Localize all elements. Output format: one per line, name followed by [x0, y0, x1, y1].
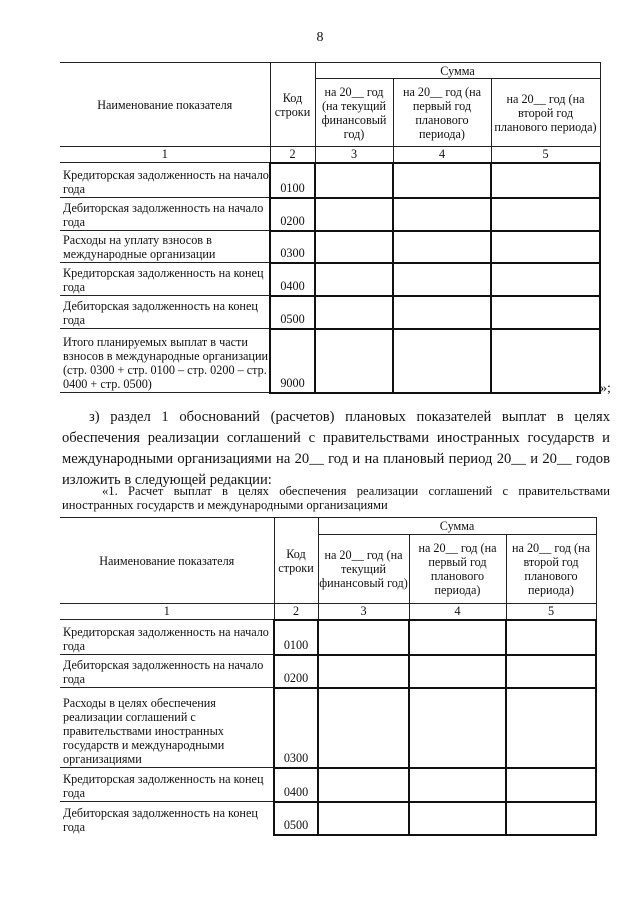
value-cell: [491, 231, 600, 263]
row-name: Кредиторская задолженность на конец года: [60, 768, 274, 802]
column-numbers-row: [60, 604, 596, 620]
row-code: 0200: [270, 198, 315, 231]
value-cell: [315, 329, 393, 393]
column-number: 3: [318, 604, 409, 620]
value-cell: [506, 655, 596, 688]
header-code: Код строки: [274, 518, 318, 604]
table-row: [60, 768, 596, 802]
row-name: Расходы на уплату взносов в международные организации: [60, 231, 270, 263]
table-row: [60, 620, 596, 655]
value-cell: [318, 768, 409, 802]
column-number: 2: [270, 147, 315, 163]
value-cell: [491, 296, 600, 329]
value-cell: [315, 296, 393, 329]
header-sum: Сумма: [315, 63, 600, 79]
row-code: 0300: [274, 688, 318, 768]
row-name: Дебиторская задолженность на конец года: [60, 296, 270, 329]
value-cell: [491, 163, 600, 198]
header-col4: на 20__ год (на первый год планового периода): [393, 79, 491, 147]
row-code: 0400: [270, 263, 315, 296]
value-cell: [315, 198, 393, 231]
column-numbers-row: [60, 147, 600, 163]
value-cell: [318, 802, 409, 835]
value-cell: [506, 768, 596, 802]
column-number: 4: [393, 147, 491, 163]
value-cell: [315, 263, 393, 296]
row-code: 0100: [270, 163, 315, 198]
value-cell: [315, 163, 393, 198]
column-number: 1: [60, 147, 270, 163]
column-number: 5: [506, 604, 596, 620]
amendment-paragraph: з) раздел 1 обоснований (расчетов) плановых показателей выплат в целях обеспечения реализации соглашений с правительствами иностранных государств и международными организациями на 20__ год и на плановый период 20__ и 20__ годов изложить в следующей редакции:: [62, 409, 610, 488]
table-row: [60, 163, 600, 198]
value-cell: [409, 620, 506, 655]
column-number: 5: [491, 147, 600, 163]
table-row: [60, 802, 596, 835]
column-number: 1: [60, 604, 274, 620]
payments-table-2: [60, 517, 597, 836]
row-name: Дебиторская задолженность на конец года: [60, 802, 274, 835]
header-col4: на 20__ год (на первый год планового периода): [409, 535, 506, 604]
value-cell: [409, 688, 506, 768]
value-cell: [491, 263, 600, 296]
row-name: Дебиторская задолженность на начало года: [60, 198, 270, 231]
value-cell: [318, 688, 409, 768]
row-name: Кредиторская задолженность на начало года: [60, 620, 274, 655]
header-name: Наименование показателя: [60, 518, 274, 604]
payments-table-1: [60, 62, 601, 394]
page-number: 8: [316, 30, 324, 45]
value-cell: [318, 655, 409, 688]
value-cell: [315, 231, 393, 263]
value-cell: [318, 620, 409, 655]
row-code: 0400: [274, 768, 318, 802]
row-name: Кредиторская задолженность на конец года: [60, 263, 270, 296]
table-row: [60, 231, 600, 263]
row-code: 0300: [270, 231, 315, 263]
row-name: Кредиторская задолженность на начало года: [60, 163, 270, 198]
value-cell: [491, 198, 600, 231]
column-number: 3: [315, 147, 393, 163]
row-name: Итого планируемых выплат в части взносов в международные организации (стр. 0300 + стр. 0100 – стр. 0200 – стр. 0400 + стр. 0500): [60, 329, 270, 393]
row-code: 9000: [270, 329, 315, 393]
table-row: [60, 296, 600, 329]
value-cell: [393, 296, 491, 329]
row-code: 0500: [270, 296, 315, 329]
header-col5: на 20__ год (на второй год планового периода): [506, 535, 596, 604]
header-col3: на 20__ год (на текущий финансовый год): [318, 535, 409, 604]
row-name: Расходы в целях обеспечения реализации соглашений с правительствами иностранных государств и международными организациями: [60, 688, 274, 768]
column-number: 2: [274, 604, 318, 620]
table-row: [60, 198, 600, 231]
value-cell: [409, 768, 506, 802]
value-cell: [393, 329, 491, 393]
row-code: 0500: [274, 802, 318, 835]
column-number: 4: [409, 604, 506, 620]
value-cell: [506, 688, 596, 768]
value-cell: [393, 231, 491, 263]
table-row: [60, 655, 596, 688]
header-col3: на 20__ год (на текущий финансовый год): [315, 79, 393, 147]
table-closing-quote: »;: [600, 381, 611, 396]
value-cell: [506, 802, 596, 835]
section-title: «1. Расчет выплат в целях обеспечения реализации соглашений с правительствами иностранных государств и международными организациями: [62, 484, 610, 512]
header-sum: Сумма: [318, 518, 596, 535]
row-code: 0200: [274, 655, 318, 688]
header-col5: на 20__ год (на второй год планового периода): [491, 79, 600, 147]
table-row: [60, 263, 600, 296]
table-row: [60, 688, 596, 768]
value-cell: [393, 198, 491, 231]
value-cell: [506, 620, 596, 655]
value-cell: [393, 263, 491, 296]
value-cell: [393, 163, 491, 198]
header-name: Наименование показателя: [60, 63, 270, 147]
header-code: Код строки: [270, 63, 315, 147]
value-cell: [409, 802, 506, 835]
value-cell: [491, 329, 600, 393]
value-cell: [409, 655, 506, 688]
row-name: Дебиторская задолженность на начало года: [60, 655, 274, 688]
row-code: 0100: [274, 620, 318, 655]
table-row-total: [60, 329, 600, 393]
